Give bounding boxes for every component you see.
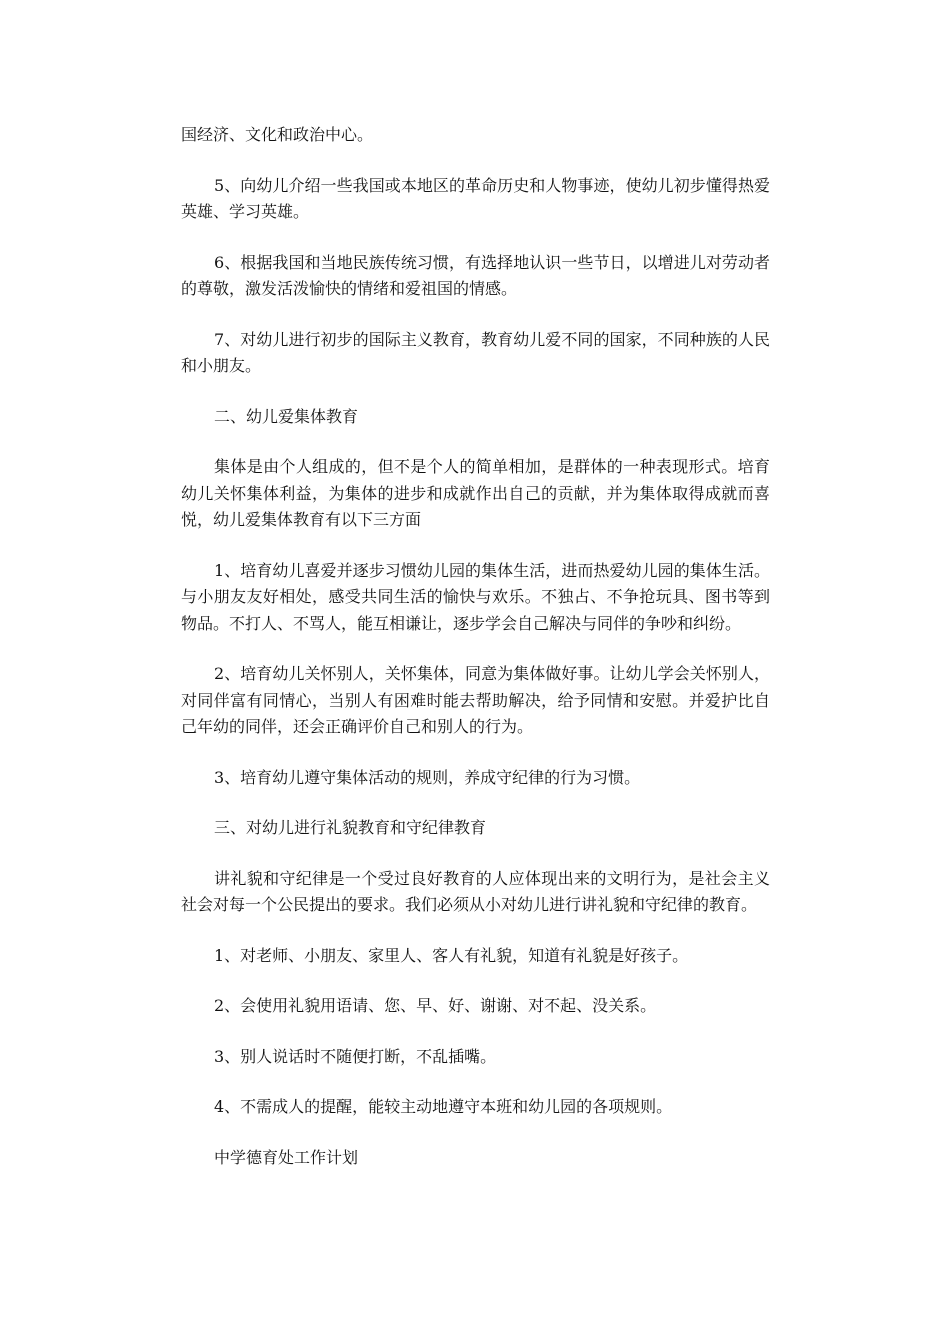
paragraph: 5、向幼儿介绍一些我国或本地区的革命历史和人物事迹，使幼儿初步懂得热爱英雄、学习英雄。 — [181, 175, 770, 221]
section-heading: 二、幼儿爱集体教育 — [214, 406, 359, 426]
paragraph: 1、培育幼儿喜爱并逐步习惯幼儿园的集体生活，进而热爱幼儿园的集体生活。与小朋友友好相处，感受共同生活的愉快与欢乐。不独占、不争抢玩具、图书等到物品。不打人、不骂人，能互相谦让，逐步学会自己解决与同伴的争吵和纠纷。 — [181, 560, 770, 633]
paragraph: 讲礼貌和守纪律是一个受过良好教育的人应体现出来的文明行为，是社会主义社会对每一个公民提出的要求。我们必须从小对幼儿进行讲礼貌和守纪律的教育。 — [181, 868, 770, 914]
paragraph: 2、会使用礼貌用语请、您、早、好、谢谢、对不起、没关系。 — [214, 996, 657, 1015]
paragraph: 3、别人说话时不随便打断，不乱插嘴。 — [214, 1046, 497, 1066]
section-heading: 三、对幼儿进行礼貌教育和守纪律教育 — [214, 818, 487, 837]
document-body — [181, 122, 770, 1195]
paragraph: 1、对老师、小朋友、家里人、客人有礼貌，知道有礼貌是好孩子。 — [214, 945, 689, 965]
document-title: 中学德育处工作计划 — [214, 1147, 359, 1167]
paragraph: 国经济、文化和政治中心。 — [181, 125, 374, 144]
paragraph: 3、培育幼儿遵守集体活动的规则，养成守纪律的行为习惯。 — [214, 767, 641, 787]
paragraph: 4、不需成人的提醒，能较主动地遵守本班和幼儿园的各项规则。 — [214, 1097, 673, 1116]
paragraph: 2、培育幼儿关怀别人，关怀集体，同意为集体做好事。让幼儿学会关怀别人，对同伴富有同情心，当别人有困难时能去帮助解决，给予同情和安慰。并爱护比自己年幼的同伴，还会正确评价自己和别人的行为。 — [181, 664, 770, 736]
paragraph: 6、根据我国和当地民族传统习惯，有选择地认识一些节日，以增进儿对劳动者的尊敬，激发活泼愉快的情绪和爱祖国的情感。 — [181, 252, 770, 298]
paragraph: 集体是由个人组成的，但不是个人的简单相加，是群体的一种表现形式。培育幼儿关怀集体利益，为集体的进步和成就作出自己的贡献，并为集体取得成就而喜悦，幼儿爱集体教育有以下三方面 — [181, 457, 770, 529]
paragraph: 7、对幼儿进行初步的国际主义教育，教育幼儿爱不同的国家，不同种族的人民和小朋友。 — [181, 329, 770, 375]
